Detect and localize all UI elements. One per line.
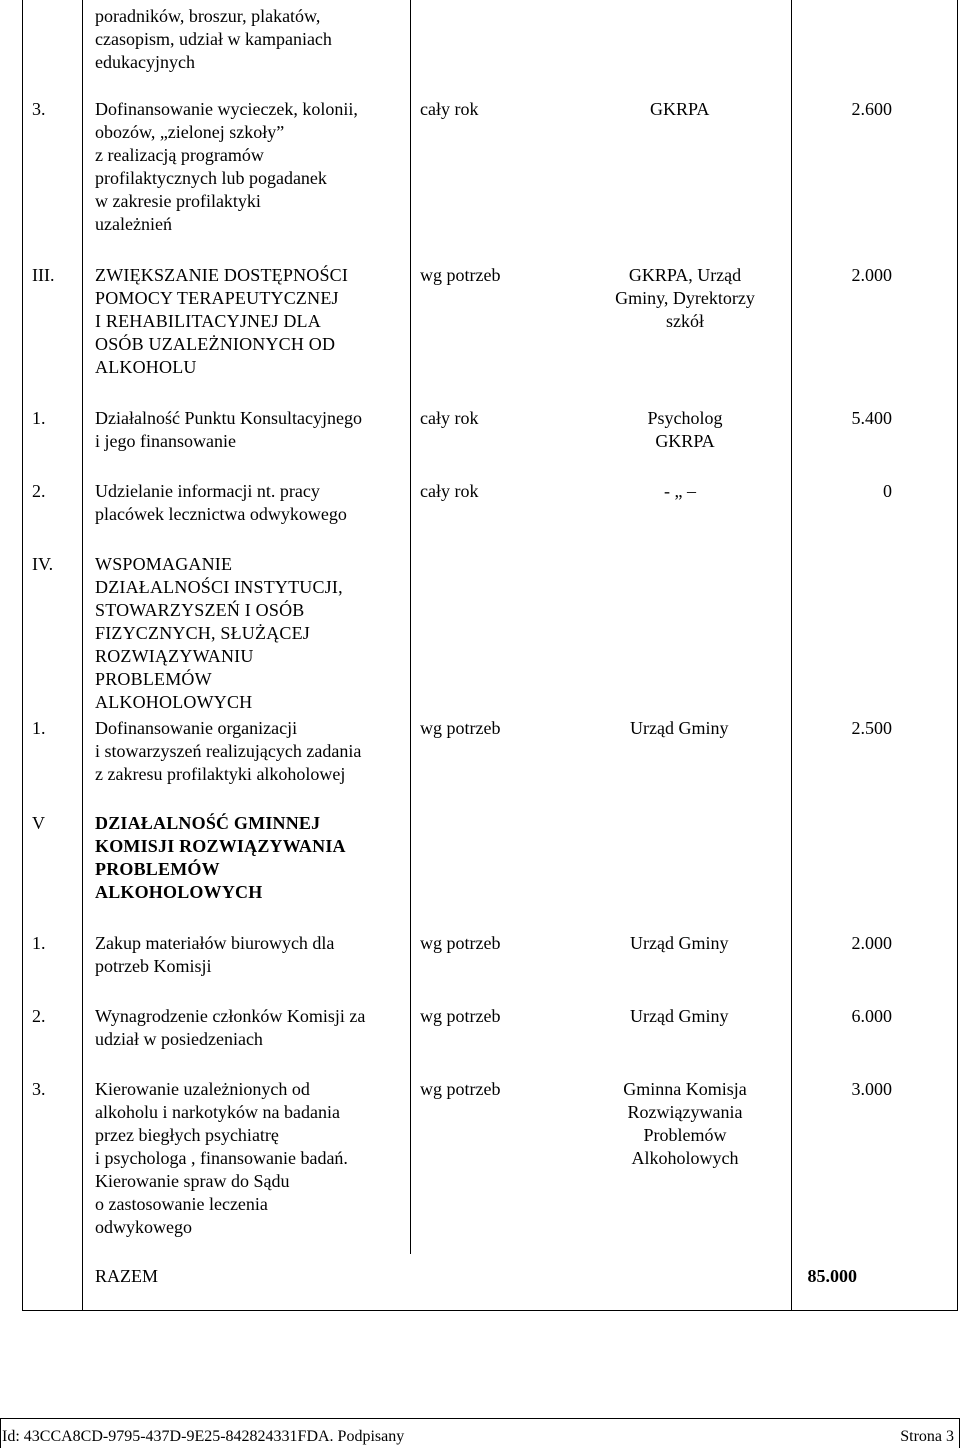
footer-left-border bbox=[0, 1419, 1, 1448]
row-3-number: 1. bbox=[32, 408, 46, 428]
row-0-description: poradników, broszur, plakatów, czasopism, udział w kampaniach edukacyjnych bbox=[95, 6, 332, 72]
row-4-term: cały rok bbox=[420, 481, 479, 501]
row-2-amount: 2.000 bbox=[851, 265, 892, 285]
row-6-number: 1. bbox=[32, 718, 46, 738]
page-number-text: Strona 3 bbox=[900, 1428, 954, 1445]
column-divider-3 bbox=[791, 0, 792, 1311]
row-9-responsible: Urząd Gminy bbox=[630, 1006, 729, 1026]
row-4-responsible: - „ – bbox=[664, 481, 696, 501]
row-8-amount: 2.000 bbox=[851, 933, 892, 953]
row-1-responsible: GKRPA bbox=[650, 99, 710, 119]
row-9-amount: 6.000 bbox=[851, 1006, 892, 1026]
row-1-amount: 2.600 bbox=[851, 99, 892, 119]
row-1-number: 3. bbox=[32, 99, 46, 119]
row-10-number: 3. bbox=[32, 1079, 46, 1099]
row-6-term: wg potrzeb bbox=[420, 718, 501, 738]
row-2-term: wg potrzeb bbox=[420, 265, 501, 285]
row-4-number: 2. bbox=[32, 481, 46, 501]
row-9-number: 2. bbox=[32, 1006, 46, 1026]
row-1-description: Dofinansowanie wycieczek, kolonii, obozów, „zielonej szkoły” z realizacją programów profilaktycznych lub pogadanek w zakresie profilaktyki uzależnień bbox=[95, 99, 358, 234]
row-3-responsible: Psycholog GKRPA bbox=[647, 408, 723, 451]
row-2-description: ZWIĘKSZANIE DOSTĘPNOŚCI POMOCY TERAPEUTYCZNEJ I REHABILITACYJNEJ DLA OSÓB UZALEŻNIONYCH OD ALKOHOLU bbox=[95, 265, 349, 377]
row-10-responsible: Gminna Komisja Rozwiązywania Problemów Alkoholowych bbox=[623, 1079, 747, 1168]
row-8-description: Zakup materiałów biurowych dla potrzeb Komisji bbox=[95, 933, 335, 976]
row-1-term: cały rok bbox=[420, 99, 479, 119]
row-4-amount: 0 bbox=[883, 481, 892, 501]
total-label: RAZEM bbox=[95, 1266, 158, 1286]
row-3-term: cały rok bbox=[420, 408, 479, 428]
signature-footer bbox=[0, 1418, 960, 1447]
document-id-text: Id: 43CCA8CD-9795-437D-9E25-842824331FDA. Podpisany bbox=[2, 1428, 405, 1445]
row-4-description: Udzielanie informacji nt. pracy placówek lecznictwa odwykowego bbox=[95, 481, 347, 524]
row-9-description: Wynagrodzenie członków Komisji za udział w posiedzeniach bbox=[95, 1006, 366, 1049]
row-2-responsible: GKRPA, Urząd Gminy, Dyrektorzy szkół bbox=[615, 265, 755, 331]
row-6-responsible: Urząd Gminy bbox=[630, 718, 729, 738]
row-6-amount: 2.500 bbox=[851, 718, 892, 738]
row-3-description: Działalność Punktu Konsultacyjnego i jego finansowanie bbox=[95, 408, 362, 451]
row-8-number: 1. bbox=[32, 933, 46, 953]
row-5-number: IV. bbox=[32, 554, 54, 574]
row-10-description: Kierowanie uzależnionych od alkoholu i narkotyków na badania przez biegłych psychiatrę i psychologa , finansowanie badań. Kierowanie spraw do Sądu o zastosowanie leczenia odwykowego bbox=[95, 1079, 348, 1237]
row-9-term: wg potrzeb bbox=[420, 1006, 501, 1026]
row-8-responsible: Urząd Gminy bbox=[630, 933, 729, 953]
row-7-number: V bbox=[32, 813, 45, 833]
total-amount: 85.000 bbox=[807, 1266, 857, 1286]
row-10-amount: 3.000 bbox=[851, 1079, 892, 1099]
row-10-term: wg potrzeb bbox=[420, 1079, 501, 1099]
row-7-description: DZIAŁALNOŚĆ GMINNEJ KOMISJI ROZWIĄZYWANIA PROBLEMÓW ALKOHOLOWYCH bbox=[95, 813, 346, 902]
row-8-term: wg potrzeb bbox=[420, 933, 501, 953]
column-divider-2 bbox=[410, 0, 411, 1254]
row-6-description: Dofinansowanie organizacji i stowarzyszeń realizujących zadania z zakresu profilaktyki alkoholowej bbox=[95, 718, 362, 784]
row-5-description: WSPOMAGANIE DZIAŁALNOŚCI INSTYTUCJI, STOWARZYSZEŃ I OSÓB FIZYCZNYCH, SŁUŻĄCEJ ROZWIĄZYWANIU PROBLEMÓW ALKOHOLOWYCH bbox=[95, 554, 343, 712]
row-2-number: III. bbox=[32, 265, 55, 285]
row-3-amount: 5.400 bbox=[851, 408, 892, 428]
column-divider-1 bbox=[82, 0, 83, 1311]
